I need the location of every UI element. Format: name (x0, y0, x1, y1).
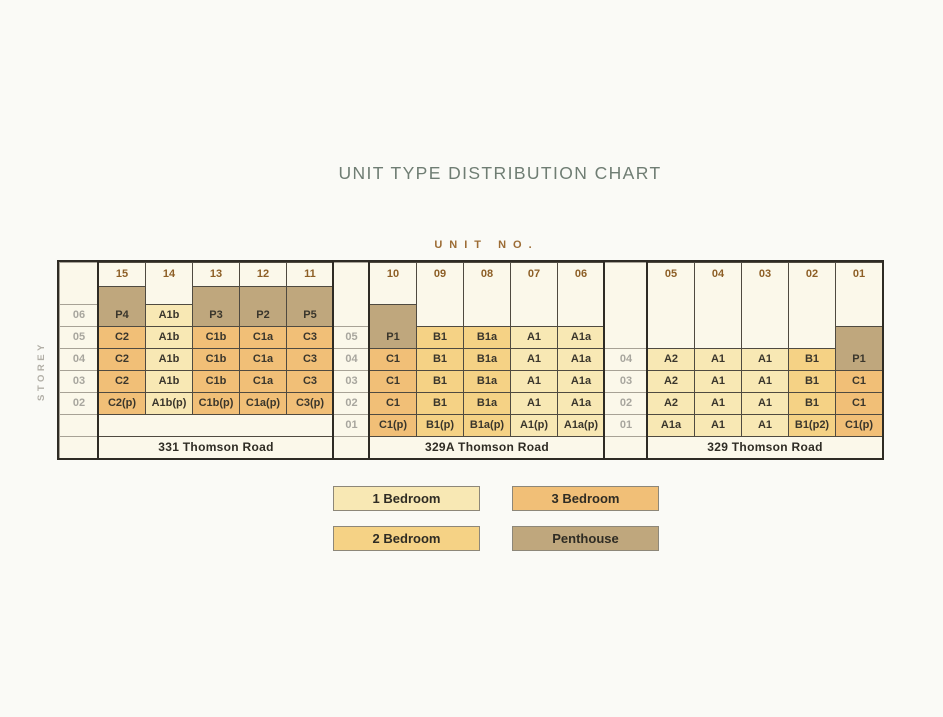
unit-number-header: 11 (286, 262, 334, 287)
label-column-spacer (333, 262, 370, 327)
legend-item-penthouse (512, 526, 659, 551)
unit-number-header: 14 (145, 262, 193, 305)
unit-cell: C3 (286, 348, 334, 371)
unit-cell: B1(p) (416, 414, 464, 437)
legend-label: 1 Bedroom (372, 491, 441, 506)
storey-label: 06 (59, 304, 99, 327)
unit-cell: A1b(p) (145, 392, 193, 415)
unit-cell: C1b (192, 348, 240, 371)
unit-no-axis-label: UNIT NO. (434, 239, 539, 251)
unit-cell: A2 (647, 392, 695, 415)
unit-cell: C1b (192, 370, 240, 393)
unit-cell: A1 (741, 414, 789, 437)
unit-cell: C1 (369, 348, 417, 371)
storey-label: 02 (59, 392, 99, 415)
unit-cell: A1 (510, 326, 558, 349)
block-divider-line (603, 262, 605, 458)
block-divider-line (646, 262, 648, 458)
unit-number-header: 04 (694, 262, 742, 349)
unit-cell: A1 (510, 370, 558, 393)
unit-cell: A1a (557, 348, 605, 371)
empty-band (98, 414, 334, 437)
unit-cell: P3 (192, 286, 240, 327)
unit-number-header: 10 (369, 262, 417, 305)
unit-cell: C3(p) (286, 392, 334, 415)
unit-number-header: 07 (510, 262, 558, 327)
legend (333, 486, 659, 551)
unit-cell: B1 (788, 348, 836, 371)
unit-cell: C3 (286, 326, 334, 349)
label-column-spacer (59, 436, 99, 459)
unit-cell: B1 (416, 348, 464, 371)
block-divider-line (332, 262, 334, 458)
unit-cell: B1a (463, 348, 511, 371)
road-label: 329A Thomson Road (369, 436, 605, 459)
unit-number-header: 01 (835, 262, 883, 327)
unit-cell: A1a (557, 370, 605, 393)
legend-item-three (512, 486, 659, 511)
unit-cell: C1 (835, 392, 883, 415)
unit-cell: C1 (369, 392, 417, 415)
unit-cell: A1 (694, 392, 742, 415)
storey-label: 04 (333, 348, 370, 371)
label-column-spacer (333, 436, 370, 459)
unit-number-header: 13 (192, 262, 240, 287)
unit-cell: C1(p) (835, 414, 883, 437)
unit-cell: A1 (741, 370, 789, 393)
legend-label: Penthouse (552, 531, 619, 546)
unit-cell: C1b (192, 326, 240, 349)
unit-number-header: 09 (416, 262, 464, 327)
legend-item-two (333, 526, 480, 551)
unit-number-header: 08 (463, 262, 511, 327)
unit-cell: A2 (647, 348, 695, 371)
storey-label: 03 (59, 370, 99, 393)
unit-cell: B1a (463, 392, 511, 415)
label-column-spacer (604, 436, 648, 459)
legend-label: 2 Bedroom (372, 531, 441, 546)
storey-label: 01 (604, 414, 648, 437)
unit-cell: C1a (239, 370, 287, 393)
unit-cell: A1(p) (510, 414, 558, 437)
unit-cell: A2 (647, 370, 695, 393)
unit-cell: C1(p) (369, 414, 417, 437)
unit-cell: A1 (510, 348, 558, 371)
block-divider-line (97, 262, 99, 458)
unit-cell: A1 (694, 370, 742, 393)
storey-axis-label: STOREY (36, 341, 47, 401)
legend-label: 3 Bedroom (551, 491, 620, 506)
unit-number-header: 05 (647, 262, 695, 349)
block-divider-line (368, 262, 370, 458)
unit-cell: P1 (835, 326, 883, 371)
unit-cell: B1 (416, 392, 464, 415)
unit-number-header: 03 (741, 262, 789, 349)
unit-cell: A1a (647, 414, 695, 437)
unit-cell: C1 (835, 370, 883, 393)
unit-cell: B1a(p) (463, 414, 511, 437)
page-title: UNIT TYPE DISTRIBUTION CHART (338, 163, 662, 183)
unit-number-header: 02 (788, 262, 836, 349)
unit-cell: C1b(p) (192, 392, 240, 415)
unit-cell: P4 (98, 286, 146, 327)
unit-cell: C1a(p) (239, 392, 287, 415)
storey-label: 04 (604, 348, 648, 371)
unit-cell: B1 (416, 370, 464, 393)
unit-cell: B1a (463, 370, 511, 393)
label-column-spacer (59, 414, 99, 437)
unit-cell: A1 (694, 414, 742, 437)
storey-label: 04 (59, 348, 99, 371)
unit-cell: C1a (239, 348, 287, 371)
unit-cell: A1 (510, 392, 558, 415)
legend-item-one (333, 486, 480, 511)
unit-cell: A1a (557, 392, 605, 415)
unit-cell: A1a(p) (557, 414, 605, 437)
storey-label: 03 (333, 370, 370, 393)
storey-label: 05 (59, 326, 99, 349)
unit-cell: C1a (239, 326, 287, 349)
unit-cell: A1b (145, 326, 193, 349)
unit-cell: A1 (694, 348, 742, 371)
unit-cell: C3 (286, 370, 334, 393)
unit-cell: A1b (145, 370, 193, 393)
storey-label: 02 (604, 392, 648, 415)
label-column-spacer (59, 262, 99, 305)
road-label: 331 Thomson Road (98, 436, 334, 459)
unit-cell: C2 (98, 326, 146, 349)
unit-number-header: 06 (557, 262, 605, 327)
road-label: 329 Thomson Road (647, 436, 883, 459)
storey-label: 01 (333, 414, 370, 437)
unit-cell: A1b (145, 348, 193, 371)
unit-cell: C1 (369, 370, 417, 393)
unit-cell: C2 (98, 348, 146, 371)
unit-grid (57, 260, 884, 460)
unit-cell: B1(p2) (788, 414, 836, 437)
storey-label: 02 (333, 392, 370, 415)
unit-cell: P5 (286, 286, 334, 327)
unit-cell: B1 (788, 392, 836, 415)
unit-cell: P2 (239, 286, 287, 327)
unit-cell: B1a (463, 326, 511, 349)
label-column-spacer (604, 262, 648, 349)
unit-number-header: 15 (98, 262, 146, 287)
unit-cell: A1b (145, 304, 193, 327)
storey-label: 05 (333, 326, 370, 349)
unit-cell: A1a (557, 326, 605, 349)
unit-cell: A1 (741, 392, 789, 415)
unit-cell: C2 (98, 370, 146, 393)
unit-cell: P1 (369, 304, 417, 349)
unit-number-header: 12 (239, 262, 287, 287)
storey-label: 03 (604, 370, 648, 393)
unit-cell: B1 (416, 326, 464, 349)
unit-cell: B1 (788, 370, 836, 393)
unit-cell: C2(p) (98, 392, 146, 415)
unit-cell: A1 (741, 348, 789, 371)
